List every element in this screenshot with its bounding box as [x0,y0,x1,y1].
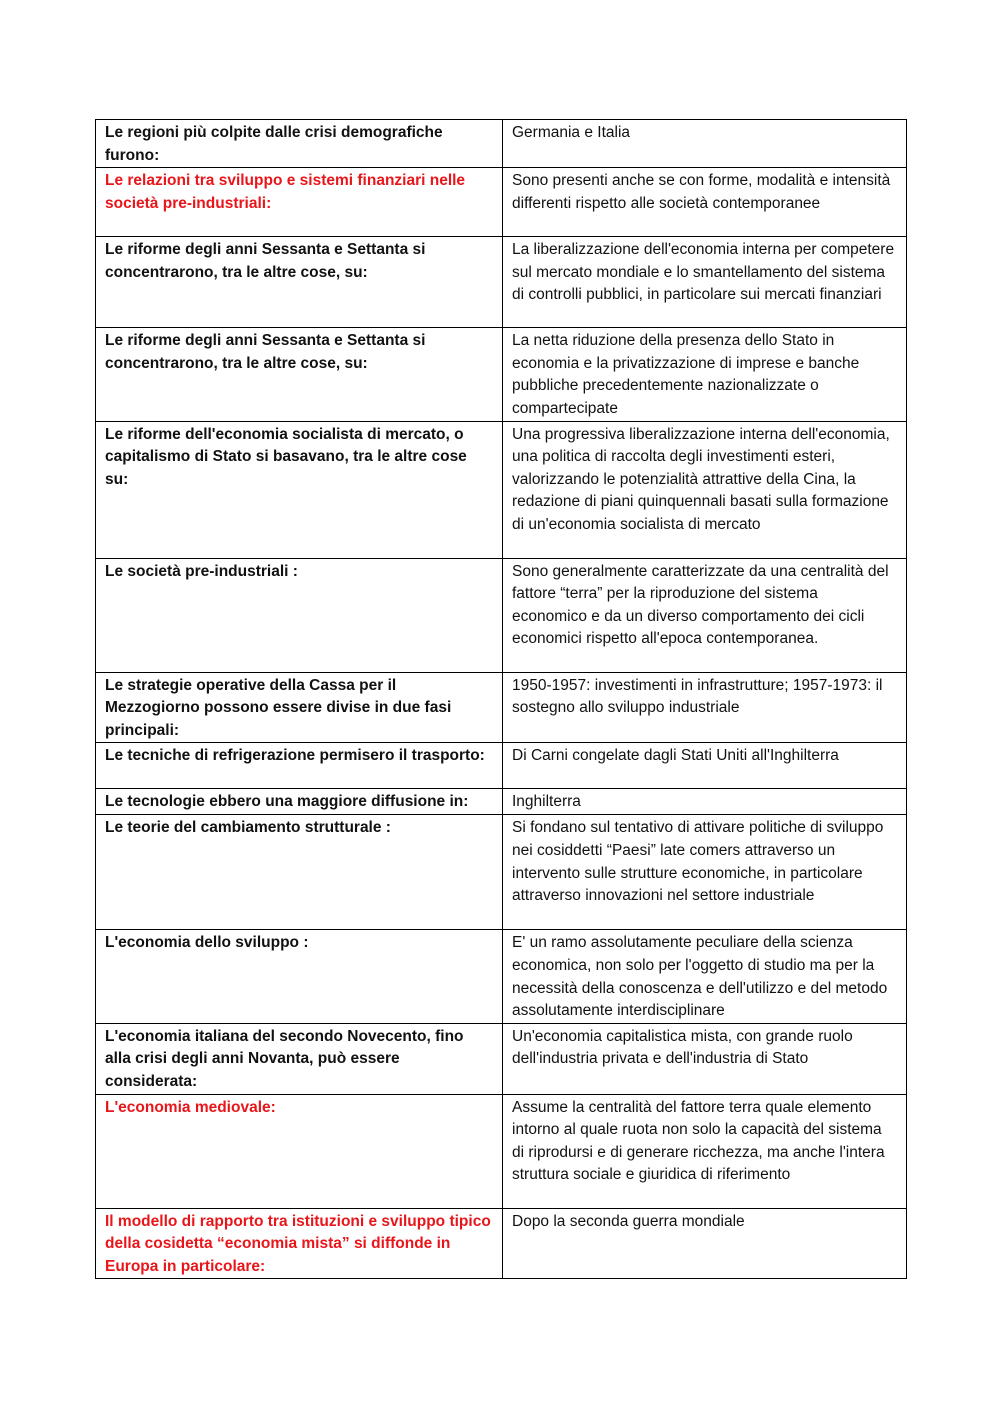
answer-cell: Assume la centralità del fattore terra quale elemento intorno al quale ruota non solo la capacità del sistema di riprodursi e di generare ricchezza, ma anche l'intera struttura sociale e giuridica di riferimento [503,1094,907,1208]
table-row [96,168,907,237]
question-cell: L'economia mediovale: [96,1094,503,1208]
answer-cell: La netta riduzione della presenza dello Stato in economia e la privatizzazione di imprese e banche pubbliche precedentemente nazionalizzate o compartecipate [503,328,907,421]
table-row [96,815,907,930]
table-row [96,237,907,328]
table-row [96,328,907,421]
answer-cell: La liberalizzazione dell'economia interna per competere sul mercato mondiale e lo smantellamento del sistema di controlli pubblici, in particolare sui mercati finanziari [503,237,907,328]
document-page [95,119,906,1279]
question-cell: Le società pre-industriali : [96,558,503,672]
answer-cell: Germania e Italia [503,120,907,168]
table-row [96,743,907,789]
question-cell: Le tecniche di refrigerazione permisero il trasporto: [96,743,503,789]
table-row [96,1208,907,1279]
answer-cell: Si fondano sul tentativo di attivare politiche di sviluppo nei cosiddetti “Paesi” late comers attraverso un intervento sulle strutture economiche, in particolare attraverso innovazioni nel settore industriale [503,815,907,930]
question-cell: Il modello di rapporto tra istituzioni e sviluppo tipico della cosidetta “economia mista” si diffonde in Europa in particolare: [96,1208,503,1279]
question-cell: Le regioni più colpite dalle crisi demografiche furono: [96,120,503,168]
answer-cell: Sono presenti anche se con forme, modalità e intensità differenti rispetto alle società contemporanee [503,168,907,237]
table-row [96,120,907,168]
question-cell: L'economia dello sviluppo : [96,930,503,1023]
table-row [96,789,907,815]
answer-cell: 1950-1957: investimenti in infrastrutture; 1957-1973: il sostegno allo sviluppo industriale [503,672,907,743]
table-row [96,1094,907,1208]
table-row [96,672,907,743]
qa-table-body [96,120,907,1279]
answer-cell: Un'economia capitalistica mista, con grande ruolo dell'industria privata e dell'industria di Stato [503,1023,907,1094]
question-cell: L'economia italiana del secondo Novecento, fino alla crisi degli anni Novanta, può essere considerata: [96,1023,503,1094]
answer-cell: Sono generalmente caratterizzate da una centralità del fattore “terra” per la riproduzione del sistema economico e da un diverso comportamento dei cicli economici rispetto all'epoca contemporanea. [503,558,907,672]
question-cell: Le relazioni tra sviluppo e sistemi finanziari nelle società pre-industriali: [96,168,503,237]
question-cell: Le riforme dell'economia socialista di mercato, o capitalismo di Stato si basavano, tra le altre cose su: [96,421,503,558]
question-cell: Le riforme degli anni Sessanta e Settanta si concentrarono, tra le altre cose, su: [96,237,503,328]
answer-cell: Una progressiva liberalizzazione interna dell'economia, una politica di raccolta degli investimenti esteri, valorizzando le potenzialità attrattive della Cina, la redazione di piani quinquennali basati sulla formazione di un'economia socialista di mercato [503,421,907,558]
question-cell: Le tecnologie ebbero una maggiore diffusione in: [96,789,503,815]
table-row [96,421,907,558]
table-row [96,930,907,1023]
answer-cell: Inghilterra [503,789,907,815]
qa-table [95,119,907,1279]
answer-cell: E' un ramo assolutamente peculiare della scienza economica, non solo per l'oggetto di studio ma per la necessità della conoscenza e dell'utilizzo e del metodo assolutamente interdisciplinare [503,930,907,1023]
question-cell: Le strategie operative della Cassa per il Mezzogiorno possono essere divise in due fasi principali: [96,672,503,743]
table-row [96,558,907,672]
table-row [96,1023,907,1094]
question-cell: Le teorie del cambiamento strutturale : [96,815,503,930]
question-cell: Le riforme degli anni Sessanta e Settanta si concentrarono, tra le altre cose, su: [96,328,503,421]
answer-cell: Di Carni congelate dagli Stati Uniti all'Inghilterra [503,743,907,789]
answer-cell: Dopo la seconda guerra mondiale [503,1208,907,1279]
